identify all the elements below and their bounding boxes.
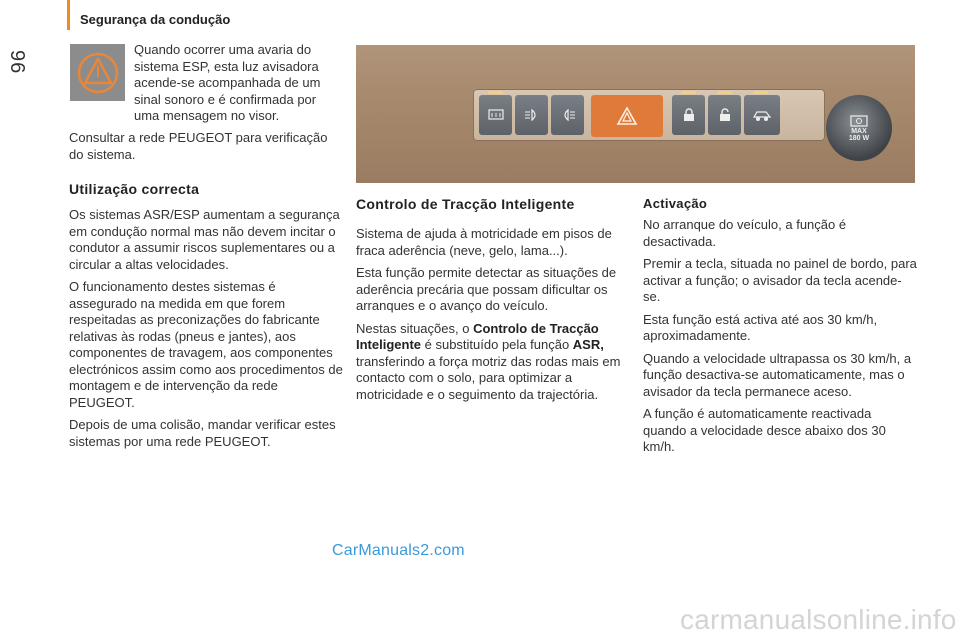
traction-paragraph-3 <box>356 321 631 404</box>
usage-paragraph-2: O funcionamento destes sistemas é assegurado na medida em que forem respeitadas as preconizações do fabricante relativas às rodas (pneus e jantes), aos componentes de travagem, aos componentes electrónicos assim como aos procedimentos de montagem e de intervenção da rede PEUGEOT. <box>69 279 343 410</box>
lock-icon <box>682 107 696 123</box>
switch-panel <box>473 89 825 141</box>
warning-triangle-icon <box>75 50 121 96</box>
hazard-switch <box>591 95 663 137</box>
rear-fog-icon <box>559 108 577 122</box>
knob-label-watts: 180 W <box>848 135 870 142</box>
lock-switch <box>672 95 705 135</box>
activation-paragraph-4: Quando a velocidade ultrapassa os 30 km/h, a função desactiva-se automaticamente, mas o avisador da tecla permanece aceso. <box>643 350 912 399</box>
traction-p3-bold: Controlo de Tracção Inteligente <box>356 320 599 352</box>
usage-heading: Utilização correcta <box>69 181 200 197</box>
dashboard-photo <box>356 45 915 183</box>
traction-p3-post: transferindo a força motriz das rodas mais em contacto com o solo, para optimizar a motricidade e o seguimento da trajectória. <box>356 353 621 402</box>
right-column <box>643 178 918 462</box>
activation-paragraph-2: Premir a tecla, situada no painel de bordo, para activar a função; o avisador da tecla acende-se. <box>643 256 917 304</box>
intro-text: Quando ocorrer uma avaria do sistema ESP, esta luz avisadora acende-se acompanhada de um sinal sonoro e é confirmada por uma mensagem no visor. <box>134 42 321 123</box>
section-title: Segurança da condução <box>80 12 231 27</box>
unlock-icon <box>718 107 732 123</box>
header-accent-bar <box>67 0 70 30</box>
fog-light-icon <box>523 108 541 122</box>
activation-paragraph-3: Esta função está activa até aos 30 km/h, aproximadamente. <box>643 311 878 343</box>
rear-defrost-icon <box>487 108 505 122</box>
traction-paragraph-1: Sistema de ajuda à motricidade em pisos de fraca aderência (neve, gelo, lama...). <box>356 226 612 258</box>
traction-heading: Controlo de Tracção Inteligente <box>356 196 575 212</box>
rear-defrost-switch <box>479 95 512 135</box>
usage-paragraph-1: Os sistemas ASR/ESP aumentam a segurança em condução normal mas não devem incitar o condutor a assumir riscos suplementares ou a circular a altas velocidades. <box>69 207 340 272</box>
intro-block <box>134 42 344 131</box>
power-socket-knob <box>826 95 892 161</box>
socket-icon <box>849 114 869 128</box>
page-number: 96 <box>6 50 28 75</box>
left-column <box>69 130 344 456</box>
watermark-carmanualsonline: carmanualsonline.info <box>680 604 957 635</box>
rear-fog-switch <box>551 95 584 135</box>
traction-paragraph-2: Esta função permite detectar as situações de aderência precária que possam dificultar os arranques e o avanço do veículo. <box>356 265 617 313</box>
activation-heading: Activação <box>643 196 708 211</box>
middle-column <box>356 178 631 409</box>
traction-p3-pre: Nestas situações, o <box>356 320 474 336</box>
traction-control-icon <box>751 108 773 122</box>
knob-label-max: MAX <box>851 128 867 135</box>
traction-control-switch <box>744 95 780 135</box>
traction-p3-mid: é substituído pela função <box>421 337 573 352</box>
consult-text: Consultar a rede PEUGEOT para verificação do sistema. <box>69 130 328 162</box>
activation-paragraph-1: No arranque do veículo, a função é desactivada. <box>643 217 847 249</box>
watermark-carmanuals2[interactable]: CarManuals2.com <box>332 542 465 559</box>
activation-paragraph-5: A função é automaticamente reactivada quando a velocidade desce abaixo dos 30 km/h. <box>643 406 886 454</box>
front-fog-switch <box>515 95 548 135</box>
esp-warning-light <box>70 44 125 101</box>
hazard-triangle-icon <box>616 106 638 126</box>
usage-paragraph-3: Depois de uma colisão, mandar verificar estes sistemas por uma rede PEUGEOT. <box>69 417 336 449</box>
unlock-switch <box>708 95 741 135</box>
traction-p3-bold2: ASR, <box>572 337 604 352</box>
